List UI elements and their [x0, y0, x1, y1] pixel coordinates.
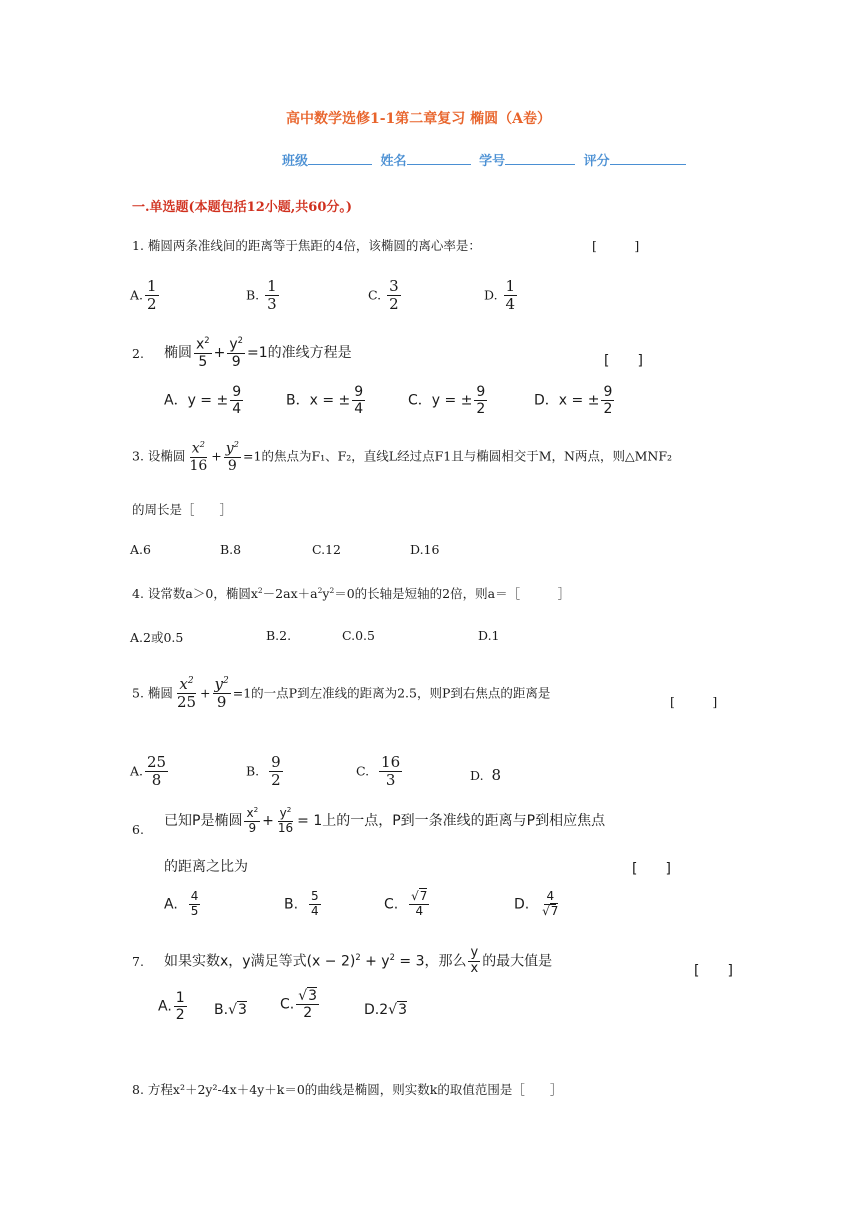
name-label: 姓名 — [380, 154, 407, 169]
q1-text: 椭圆两条准线间的距离等于焦距的4倍，该椭圆的离心率是： — [147, 238, 481, 253]
q2-option-b[interactable]: B．x = ± $\frac{9}{4}$ — [286, 384, 364, 418]
id-blank[interactable] — [505, 150, 575, 165]
q2-number: 2. — [132, 346, 144, 361]
q7-option-a[interactable]: A. $\frac{1}{2}$ — [158, 990, 185, 1024]
q6-line-2: 的距离之比为 — [164, 859, 248, 875]
q5-option-d[interactable]: D. 8 — [470, 766, 502, 784]
q3-line-2: 的周长是［ ］ — [132, 502, 233, 517]
q1-bracket[interactable]: [ ] — [592, 238, 640, 253]
q5-option-b[interactable]: B. $\frac{9}{2}$ — [246, 753, 281, 790]
q7-option-b[interactable]: B.√3 — [214, 1002, 247, 1018]
q5-option-a[interactable]: A. $\frac{25}{8}$ — [130, 753, 167, 790]
q5-bracket[interactable]: [ ] — [670, 694, 718, 709]
q6-option-b[interactable]: B. $\frac{5}{4}$ — [284, 889, 319, 918]
q1-option-b[interactable]: B. $\frac{1}{3}$ — [246, 277, 277, 314]
q5-option-c[interactable]: C. $\frac{16}{3}$ — [356, 753, 401, 790]
q2-bracket[interactable]: [ ] — [604, 353, 643, 369]
score-label: 评分 — [583, 154, 610, 169]
class-label: 班级 — [282, 154, 309, 169]
q2-option-a[interactable]: A．y = ± $\frac{9}{4}$ — [164, 384, 242, 418]
question-8: 8. 方程x²＋2y²-4x＋4y＋k＝0的曲线是椭圆，则实数k的取值范围是［ ］ — [132, 1082, 563, 1097]
q6-option-c[interactable]: C. $\frac{√7}{4}$ — [384, 889, 428, 918]
q2-option-d[interactable]: D．x = ± $\frac{9}{2}$ — [534, 384, 613, 418]
q4-option-a[interactable]: A.2或0.5 — [130, 630, 184, 645]
q3-option-c[interactable]: C.12 — [312, 542, 341, 557]
q7-option-c[interactable]: C. $\frac{√3}{2}$ — [280, 988, 318, 1022]
q6-bracket[interactable]: [ ] — [632, 861, 671, 877]
student-info-row — [282, 150, 690, 169]
q1-option-c[interactable]: C. $\frac{3}{2}$ — [368, 277, 399, 314]
q7-bracket[interactable]: [ ] — [694, 963, 733, 979]
q3-option-b[interactable]: B.8 — [220, 542, 242, 557]
question-1 — [132, 236, 481, 254]
name-blank[interactable] — [407, 150, 471, 165]
question-5: 5. 椭圆 $\frac{x^2}{25}$ + $\frac{y^2}{9}$ =1的一点P到左准线的距离为2.5，则P到右焦点的距离是 — [132, 675, 551, 712]
q7-number: 7. — [132, 954, 144, 969]
q1-number: 1. — [132, 238, 144, 253]
q7-option-d[interactable]: D.2√3 — [364, 1002, 407, 1018]
section-heading: 一.单选题(本题包括12小题,共60分。) — [132, 200, 353, 215]
score-blank[interactable] — [610, 150, 686, 165]
q4-option-b[interactable]: B.2. — [266, 628, 292, 643]
question-7: 如果实数x，y满足等式$(x - 2)^2 + y^2 = 3$，那么 $\frac{y}{x}$ 的最大值是 — [164, 945, 553, 976]
q4-option-d[interactable]: D.1 — [478, 628, 500, 643]
q2-option-c[interactable]: C．y = ± $\frac{9}{2}$ — [408, 384, 486, 418]
question-3: 3. 设椭圆 $\frac{x^2}{16}$ + $\frac{y^2}{9}$ =1的焦点为F₁、F₂，直线L经过点F1且与椭圆相交于M，N两点，则△MNF₂ — [132, 439, 673, 474]
q6-number: 6. — [132, 822, 144, 837]
question-2: 椭圆 $\frac{x^2}{5}$ + $\frac{y^2}{9}$ =1的准线方程是 — [164, 335, 352, 370]
page-title: 高中数学选修1-1第二章复习 椭圆（A卷） — [286, 111, 552, 127]
q3-option-d[interactable]: D.16 — [410, 542, 440, 557]
q4-option-c[interactable]: C.0.5 — [342, 628, 375, 643]
q3-option-a[interactable]: A.6 — [130, 542, 151, 557]
q1-option-d[interactable]: D. $\frac{1}{4}$ — [484, 277, 516, 314]
question-4: 4. 设常数a＞0，椭圆$x^2-2ax+a^2y^2=0$的长轴是短轴的2倍，则a＝［ ］ — [132, 585, 571, 601]
q1-option-a[interactable]: A. $\frac{1}{2}$ — [130, 277, 157, 314]
class-blank[interactable] — [308, 150, 372, 165]
id-label: 学号 — [479, 154, 506, 169]
question-6: 已知P是椭圆 $\frac{x^2}{9}$ + $\frac{y^2}{16}$ = 1上的一点，P到一条准线的距离与P到相应焦点 — [164, 805, 606, 835]
q6-option-d[interactable]: D. $\frac{4}{√7}$ — [514, 889, 559, 918]
q6-option-a[interactable]: A. $\frac{4}{5}$ — [164, 889, 199, 918]
